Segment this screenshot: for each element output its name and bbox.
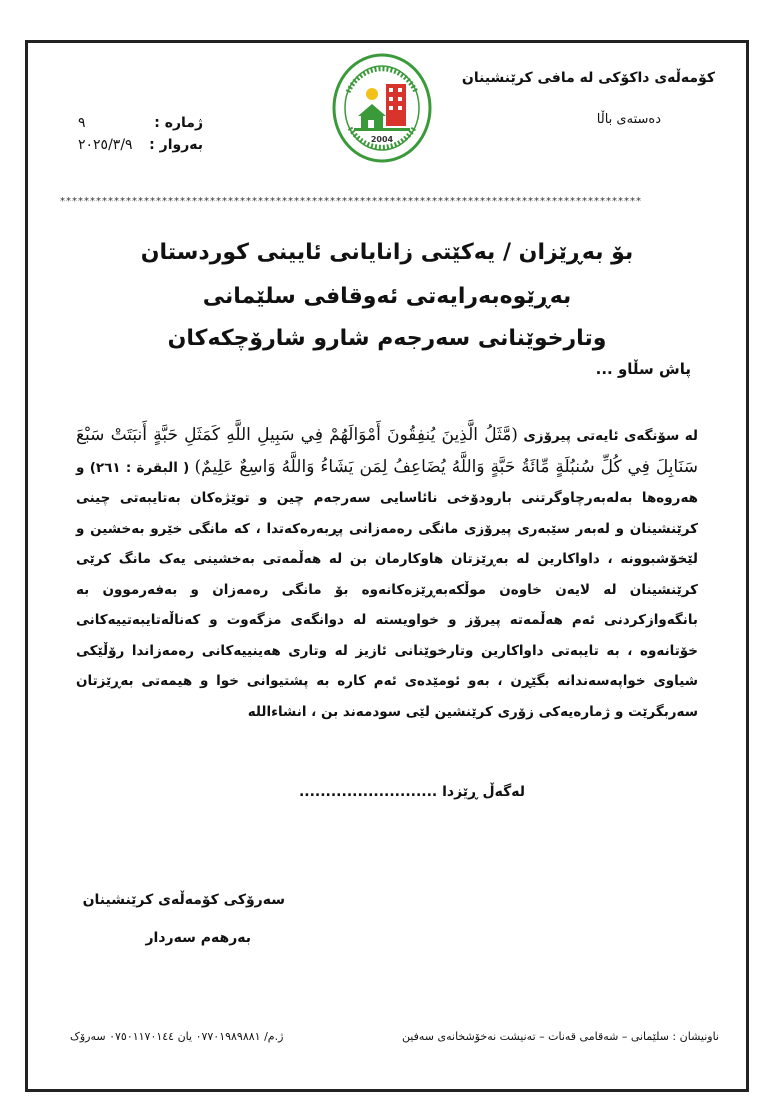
quran-quote: (مَّثَلُ الَّذِينَ يُنفِقُونَ أَمْوَالَهُمْ فِي سَبِيلِ اللَّهِ كَمَثَلِ حَبَّةٍ أَنبَتَتْ سَبْعَ سَنَابِلَ فِي كُلِّ سُنبُلَةٍ مِّائَةُ حَبَّةٍ وَاللَّهُ يُضَاعِفُ لِمَن يَشَاءُ وَاللَّهُ وَاسِعٌ عَلِيمٌ) <box>76 425 698 477</box>
ref-number-row <box>78 115 203 131</box>
letter-body <box>76 420 698 727</box>
organization-name: کۆمەڵەی داکۆکی لە مافی کرێنشینان <box>461 70 715 86</box>
footer-address: ناونیشان : سلێمانی – شەقامی قەنات – تەنیشت نەخۆشخانەی سەفین <box>401 1030 719 1043</box>
addressee-line-1: بۆ بەڕێزان / یەکێتی زانایانی ئایینی کوردستان <box>140 240 634 265</box>
ref-number-label: ژمارە : <box>154 115 203 131</box>
closing-regards: لەگەڵ ڕێزدا .......................... <box>298 784 525 800</box>
date-value: ٢٠٢٥/٣/٩ <box>78 137 133 153</box>
department-name: دەستەی باڵا <box>596 112 661 127</box>
organization-logo <box>330 52 434 164</box>
divider-line: ************************************************************************************************* <box>60 196 642 207</box>
footer-phone: ژ.م/ ٠٧٧٠١٩٨٩٨٨١ یان ٠٧٥٠١١٧٠١٤٤ سەرۆک <box>70 1030 284 1043</box>
logo-year: 2004 <box>370 135 394 144</box>
quote-citation: ( البقرة : ٢٦١) <box>89 459 190 476</box>
addressee-line-3: وتارخوێنانی سەرجەم شارو شارۆچکەکان <box>167 326 607 351</box>
greeting: پاش سڵاو ... <box>595 360 691 378</box>
addressee-line-2: بەڕێوەبەرایەتی ئەوقافی سلێمانی <box>202 284 572 309</box>
body-text: و هەروەها بەلەبەرچاوگرتنی بارودۆخی نائاسایی سەرجەم چین و توێژەکان بەتایبەتی چینی کرێنشینان و لەبەر سێبەری پیرۆزی مانگی رەمەزانی پڕبەرەکەتدا ، کە مانگی خێرو بەخشین و لێخۆشبوونە ، داواکارین لە بەڕێزتان هاوکارمان بن لە هەڵمەتی بەخشینی یەک مانگ کرێی کرێنشینان لە لایەن خاوەن موڵکەبەڕێزەکانەوە بۆ مانگی رەمەزان و بەفەرموون بە بانگەوازکردنی ئەم هەڵمەتە پیرۆز و خواویستە لە دوانگەی مزگەوت و کەناڵەتایبەتییەکانی خۆتانەوە ، بە تایبەتی داواکارین وتارخوێنانی ئازیز لە وتاری هەینییەکانی رەمەزاندا رۆڵێکی شیاوی خواپەسەندانە بگێڕن ، بەو ئومێدەی ئەم کارە بە پشتیوانی خوا و هیمەتی بەڕێزتان سەربگرێت و ژمارەیەکی زۆری کرێنشین لێی سودمەند بن ، انشاءالله <box>76 459 698 720</box>
reference-block <box>78 115 203 159</box>
date-row <box>78 137 203 153</box>
signature-name: بەرهەم سەردار <box>145 930 251 946</box>
ref-number-value: ٩ <box>78 115 86 131</box>
body-intro: لە سۆنگەی ئایەتی پیرۆزی <box>523 428 698 444</box>
date-label: بەروار : <box>149 137 203 153</box>
signature-title: سەرۆکی کۆمەڵەی کرێنشینان <box>82 892 285 908</box>
